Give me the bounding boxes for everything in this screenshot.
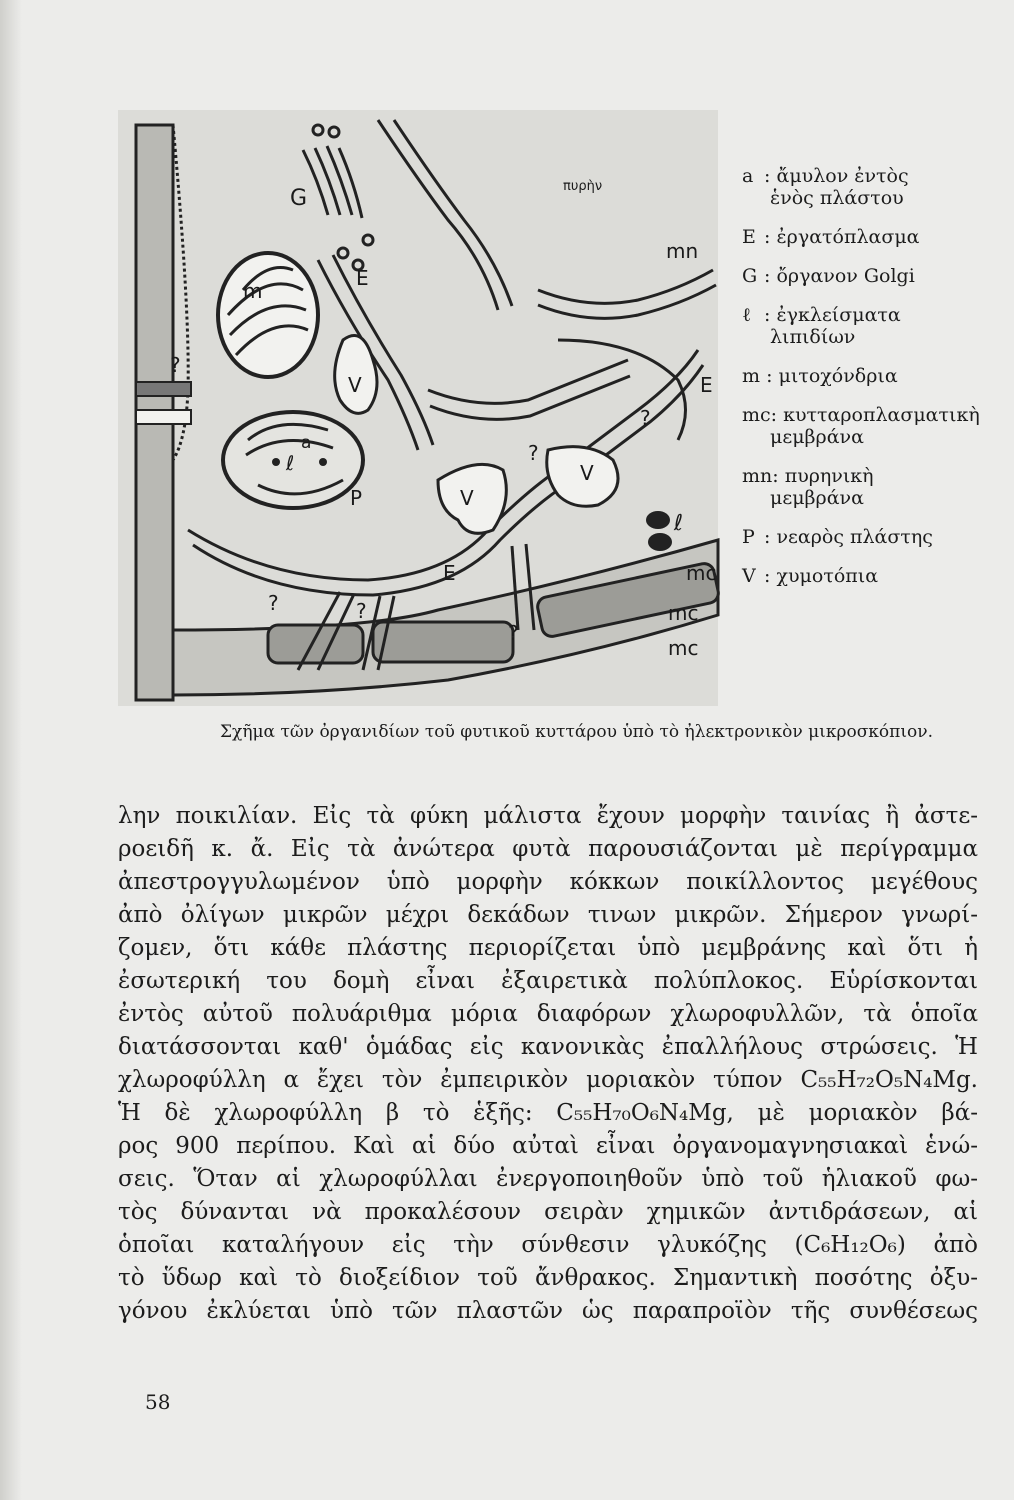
body-line: χλωροφύλλη α ἔχει τὸν ἐμπειρικὸν μοριακὸν τύπον C₅₅H₇₂O₅N₄Mg. — [118, 1067, 978, 1093]
legend-text: : ἐργατόπλασμα — [764, 226, 920, 248]
legend-text: : ἄμυλον ἐντὸς — [764, 165, 909, 187]
legend-text: : νεαρὸς πλάστης — [764, 526, 933, 548]
legend-text: : μιτοχόνδρια — [766, 365, 898, 387]
label-mn: mn — [666, 239, 699, 263]
legend-text: : χυμοτόπια — [764, 565, 879, 587]
legend-item-mn — [742, 465, 982, 509]
label-mc-mid: mc — [668, 636, 699, 660]
body-line: διατάσσονται καθ' ὁμάδας εἰς κανονικὰς ἐπαλλήλους στρώσεις. Ἡ — [118, 1034, 978, 1060]
legend-text-cont: μεμβράνα — [770, 487, 864, 509]
label-E-top: E — [356, 266, 369, 290]
legend-item-G — [742, 265, 982, 287]
body-line: ρος 900 περίπου. Καὶ αἱ δύο αὐταὶ εἶναι ὀργανομαγνησιακαὶ ἑνώ- — [118, 1133, 978, 1159]
body-line: ὁποῖαι καταλήγουν εἰς τὴν σύνθεσιν γλυκόζης (C₆H₁₂O₆) ἀπὸ — [118, 1232, 978, 1258]
label-question-5: ? — [508, 621, 519, 645]
body-line: τὸ ὕδωρ καὶ τὸ διοξείδιον τοῦ ἄνθρακος. Σημαντικὴ ποσότης ὀξυ- — [118, 1265, 978, 1291]
body-line: τὸς δύνανται νὰ προκαλέσουν σειρὰν χημικῶν ἀντιδράσεων, αἱ — [118, 1199, 978, 1225]
label-question-4: ? — [356, 599, 367, 623]
wall-pit-1 — [268, 625, 363, 663]
legend-item-V — [742, 565, 982, 587]
label-question-3: ? — [268, 591, 279, 615]
label-V-right: V — [580, 461, 594, 485]
label-P: P — [350, 486, 363, 510]
label-question-6: ? — [170, 353, 181, 377]
body-line: ἀπεστρογγυλωμένον ὑπὸ μορφὴν κόκκων ποικίλλοντος μεγέθους — [118, 869, 978, 895]
label-E-right: E — [700, 373, 713, 397]
label-question-2: ? — [528, 441, 539, 465]
label-G: G — [290, 186, 308, 211]
cell-diagram — [118, 110, 723, 710]
body-line: σεις. Ὅταν αἱ χλωροφύλλαι ἐνεργοποιηθοῦν ὑπὸ τοῦ ἡλιακοῦ φω- — [118, 1166, 978, 1192]
lipid-droplet-2 — [648, 533, 672, 551]
legend-item-P — [742, 526, 982, 548]
page-number: 58 — [145, 1390, 171, 1414]
label-mc-lower: mc — [668, 601, 699, 625]
legend-symbol: mn — [742, 465, 773, 487]
body-line: ἐντὸς αὐτοῦ πολυάριθμα μόρια διαφόρων χλωροφυλλῶν, τὰ ὁποῖα — [118, 1001, 978, 1027]
label-nucleus: πυρὴν — [563, 179, 603, 194]
legend-symbol: P — [742, 526, 755, 548]
legend-text: : ὄργανον Golgi — [764, 265, 915, 287]
legend-symbol: G — [742, 265, 758, 287]
label-E-bottom: E — [443, 561, 456, 585]
legend-item-l — [742, 304, 982, 348]
legend-symbol: V — [742, 565, 756, 587]
label-mc-right: mc — [686, 561, 717, 585]
legend-symbol: a — [742, 165, 754, 187]
body-line: ζομεν, ὅτι κάθε πλάστης περιορίζεται ὑπὸ μεμβράνης καὶ ὅτι ἡ — [118, 935, 978, 961]
lipid-droplet-1 — [646, 511, 670, 529]
wall-pit-2 — [373, 622, 513, 662]
body-line: γόνου ἐκλύεται ὑπὸ τῶν πλαστῶν ὡς παραπροϊὸν τῆς συνθέσεως — [118, 1298, 978, 1324]
body-line: λην ποικιλίαν. Εἰς τὰ φύκη μάλιστα ἔχουν μορφὴν ταινίας ἢ ἀστε- — [118, 803, 978, 829]
legend-item-E — [742, 226, 982, 248]
label-a: a — [301, 433, 312, 453]
legend-item-a — [742, 165, 982, 209]
label-l-plastid: ℓ — [286, 451, 295, 475]
body-paragraph — [118, 800, 978, 1328]
label-V-left: V — [348, 373, 362, 397]
mitochondrion — [218, 253, 318, 377]
legend-text-cont: μεμβράνα — [770, 426, 864, 448]
legend-text: : κυτταροπλασματικὴ — [770, 404, 980, 426]
plasmodesma-1 — [136, 382, 191, 396]
legend-symbol: m — [742, 365, 761, 387]
label-V-middle: V — [460, 486, 474, 510]
body-line: ἐσωτερική του δομὴ εἶναι ἐξαιρετικὰ πολύπλοκος. Εὑρίσκονται — [118, 968, 978, 994]
body-line: ροειδῆ κ. ἄ. Εἰς τὰ ἀνώτερα φυτὰ παρουσιάζονται μὲ περίγραμμα — [118, 836, 978, 862]
body-line: Ἡ δὲ χλωροφύλλη β τὸ ἑξῆς: C₅₅H₇₀O₆N₄Mg, μὲ μοριακὸν βά- — [118, 1100, 978, 1126]
label-question-1: ? — [640, 406, 651, 430]
legend-item-m — [742, 365, 982, 387]
figure-legend — [742, 165, 982, 604]
legend-text-cont: ἑνὸς πλάστου — [770, 187, 904, 209]
legend-item-mc — [742, 404, 982, 448]
legend-text: : ἐγκλείσματα — [764, 304, 901, 326]
legend-text: : πυρηνικὴ — [772, 465, 874, 487]
label-l-droplet: ℓ — [674, 511, 684, 536]
body-line: ἀπὸ ὀλίγων μικρῶν μέχρι δεκάδων τινων μικρῶν. Σήμερον γνωρί- — [118, 902, 978, 928]
cell-organelles-figure — [118, 110, 723, 710]
legend-text-cont: λιπιδίων — [770, 326, 856, 348]
label-m: m — [243, 279, 263, 303]
page-edge-shadow — [0, 0, 22, 1500]
figure-caption: Σχῆμα τῶν ὀργανιδίων τοῦ φυτικοῦ κυττάρου ὑπὸ τὸ ἠλεκτρονικὸν μικροσκόπιον. — [220, 722, 933, 742]
legend-symbol: mc — [742, 404, 771, 426]
legend-symbol: E — [742, 226, 756, 248]
plasmodesma-2 — [136, 410, 191, 424]
legend-symbol: ℓ — [742, 304, 752, 326]
